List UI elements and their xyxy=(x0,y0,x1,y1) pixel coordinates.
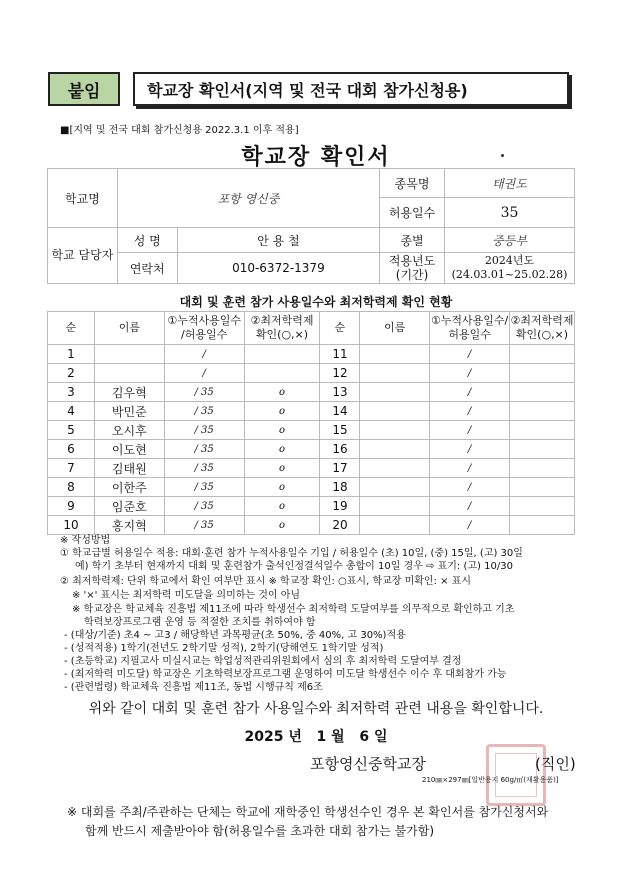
row-days-right: / xyxy=(430,421,510,440)
seal-mark-label: (직인) xyxy=(535,755,576,773)
table-row xyxy=(48,497,575,516)
row-name-right xyxy=(360,497,430,516)
row-name-right xyxy=(360,383,430,402)
row-no: 9 xyxy=(48,497,95,516)
footer-line-2: 함께 반드시 제출받아야 함(허용일수를 초과한 대회 참가는 불가함) xyxy=(85,824,435,838)
division-label: 종별 xyxy=(380,228,445,253)
row-name: 김우혁 xyxy=(94,383,164,402)
row-no-right: 16 xyxy=(320,440,360,459)
row-days-right: / xyxy=(430,402,510,421)
table-row xyxy=(48,459,575,478)
row-days-right: / xyxy=(430,440,510,459)
year-cell xyxy=(444,253,574,284)
allowed-days-value: 35 xyxy=(444,198,574,228)
period-value: (24.03.01~25.02.28) xyxy=(451,268,568,281)
manager-label: 학교 담당자 xyxy=(48,228,118,284)
row-name-right xyxy=(360,478,430,497)
row-grade-right xyxy=(510,440,575,459)
header-no: 순 xyxy=(48,312,95,345)
row-no: 10 xyxy=(48,516,95,535)
table-row xyxy=(48,383,575,402)
header-grade-right: ②최저학력제 확인(○,×) xyxy=(510,312,575,345)
name-label: 성 명 xyxy=(117,228,177,253)
header-no-right: 순 xyxy=(320,312,360,345)
row-no: 8 xyxy=(48,478,95,497)
header-days-right: ①누적사용일수/ 허용일수 xyxy=(430,312,510,345)
row-grade: o xyxy=(244,402,320,421)
row-days: / xyxy=(164,364,244,383)
paper-spec: 210㎜×297㎜[일반용지 60g/㎡(재활용품)] xyxy=(422,776,559,784)
table-row xyxy=(48,440,575,459)
row-no: 4 xyxy=(48,402,95,421)
row-name: 박민준 xyxy=(94,402,164,421)
row-name: 오시후 xyxy=(94,421,164,440)
date-month: 1 xyxy=(316,729,327,745)
row-days-right: / xyxy=(430,478,510,497)
row-days-right: / xyxy=(430,345,510,364)
row-grade-right xyxy=(510,383,575,402)
row-days: / 35 xyxy=(164,440,244,459)
row-days: / 35 xyxy=(164,402,244,421)
row-name: 이도현 xyxy=(94,440,164,459)
table-row xyxy=(48,402,575,421)
row-name-right xyxy=(360,364,430,383)
row-name xyxy=(94,345,164,364)
row-name-right xyxy=(360,421,430,440)
status-table xyxy=(47,311,575,535)
method-line-1: ① 학교급별 허용일수 적용: 대회·훈련 참가 누적사용일수 기입 / 허용일수 (초) 10일, (중) 15일, (고) 30일 xyxy=(60,548,523,559)
method-line-6: - (성적적용) 1학기(전년도 2학기말 성적), 2학기(당해연도 1학기말 성적) xyxy=(64,643,384,654)
table-row xyxy=(48,364,575,383)
method-line-4b: 학력보장프로그램 운영 등 적절한 조치를 취하여야 함 xyxy=(84,617,316,628)
row-grade xyxy=(244,364,320,383)
applicability-note: ■[지역 및 전국 대회 참가신청용 2022.3.1 이후 적용] xyxy=(60,125,299,136)
row-grade-right xyxy=(510,459,575,478)
table-row xyxy=(48,421,575,440)
row-grade xyxy=(244,345,320,364)
row-days-right: / xyxy=(430,383,510,402)
date-month-unit: 월 xyxy=(331,729,345,745)
contact-label: 연락처 xyxy=(117,253,177,284)
confirmation-statement: 위와 같이 대회 및 훈련 참가 사용일수와 최저학력 관련 내용을 확인합니다. xyxy=(88,701,544,717)
row-name: 임준호 xyxy=(94,497,164,516)
header-name: 이름 xyxy=(94,312,164,345)
row-no-right: 15 xyxy=(320,421,360,440)
row-days: / 35 xyxy=(164,516,244,535)
row-no-right: 17 xyxy=(320,459,360,478)
division-value: 중등부 xyxy=(444,228,574,253)
row-no-right: 12 xyxy=(320,364,360,383)
row-name-right xyxy=(360,516,430,535)
year-value: 2024년도 xyxy=(484,254,535,267)
row-name xyxy=(94,364,164,383)
row-no-right: 20 xyxy=(320,516,360,535)
row-name-right xyxy=(360,459,430,478)
method-line-5: - (대상/기준) 초4 ~ 고3 / 해당학년 과목평균(초 50%, 중 40%, 고 30%)적용 xyxy=(64,630,406,641)
event-label: 종목명 xyxy=(380,169,445,198)
method-line-4: ※ 학교장은 학교체육 진흥법 제11조에 따라 학생선수 최저학력 도달여부를 의무적으로 확인하고 기초 xyxy=(72,604,515,615)
table-row xyxy=(48,345,575,364)
row-days: / xyxy=(164,345,244,364)
row-days: / 35 xyxy=(164,497,244,516)
row-no-right: 13 xyxy=(320,383,360,402)
info-table xyxy=(47,168,575,284)
row-name: 이한주 xyxy=(94,478,164,497)
row-no: 2 xyxy=(48,364,95,383)
allowed-days-label: 허용일수 xyxy=(380,198,445,228)
row-grade: o xyxy=(244,497,320,516)
row-no-right: 11 xyxy=(320,345,360,364)
method-line-8: - (최저학력 미도달) 학교장은 기초학력보장프로그램 운영하여 미도달 학생선수 이수 후 대회참가 가능 xyxy=(64,669,507,680)
row-name-right xyxy=(360,440,430,459)
contact-value: 010-6372-1379 xyxy=(177,253,379,284)
table-row xyxy=(48,478,575,497)
document-title: 학교장 확인서 xyxy=(241,145,391,170)
school-principal-sign: 포항영신중학교장 xyxy=(310,755,426,773)
row-grade-right xyxy=(510,421,575,440)
row-days-right: / xyxy=(430,516,510,535)
method-line-1b: 예) 학기 초부터 현재까지 대회 및 훈련참가 출석인정결석일수 총합이 10일 경우 ⇨ 표기: (고) 10/30 xyxy=(75,561,513,572)
header-name-right: 이름 xyxy=(360,312,430,345)
footer-line-1: ※ 대회를 주최/주관하는 단체는 학교에 재학중인 학생선수인 경우 본 확인서를 참가신청서와 xyxy=(67,805,549,819)
row-grade: o xyxy=(244,421,320,440)
row-days-right: / xyxy=(430,364,510,383)
method-line-9: - (관련법령) 학교체육 진흥법 제11조, 동법 시행규칙 제6조 xyxy=(64,682,323,693)
row-grade: o xyxy=(244,383,320,402)
date-year-unit: 년 xyxy=(288,729,302,745)
row-no: 6 xyxy=(48,440,95,459)
row-grade-right xyxy=(510,402,575,421)
header-grade: ②최저학력제 확인(○,×) xyxy=(244,312,320,345)
issue-date xyxy=(0,726,632,746)
school-label: 학교명 xyxy=(48,169,118,228)
row-name-right xyxy=(360,402,430,421)
row-grade: o xyxy=(244,516,320,535)
date-day-unit: 일 xyxy=(373,729,388,745)
school-value: 포항 영신중 xyxy=(117,169,379,228)
method-line-3: ※ '×' 표시는 최저학력 미도달을 의미하는 것이 아님 xyxy=(72,590,301,601)
row-no: 1 xyxy=(48,345,95,364)
method-line-2: ② 최저학력제: 단위 학교에서 확인 여부만 표시 ※ 학교장 확인: ○표시, 학교장 미확인: × 표시 xyxy=(60,576,472,587)
row-name-right xyxy=(360,345,430,364)
date-year: 2025 xyxy=(244,729,284,745)
row-days: / 35 xyxy=(164,383,244,402)
stray-dot xyxy=(501,154,504,157)
row-days-right: / xyxy=(430,459,510,478)
row-days: / 35 xyxy=(164,459,244,478)
row-name: 김태원 xyxy=(94,459,164,478)
method-line-7: - (초등학교) 지필고사 미실시교는 학업성적관리위원회에서 심의 후 최저학력 도달여부 결정 xyxy=(64,656,462,667)
section-title: 대회 및 훈련 참가 사용일수와 최저학력제 확인 현황 xyxy=(179,295,453,309)
row-grade-right xyxy=(510,345,575,364)
row-grade-right xyxy=(510,364,575,383)
footer-notice xyxy=(67,803,548,841)
row-no: 7 xyxy=(48,459,95,478)
row-no-right: 18 xyxy=(320,478,360,497)
row-grade: o xyxy=(244,440,320,459)
row-days: / 35 xyxy=(164,478,244,497)
row-name: 홍지혁 xyxy=(94,516,164,535)
event-value: 태권도 xyxy=(444,169,574,198)
method-title: ※ 작성방법 xyxy=(60,535,111,546)
year-label: 적용년도 (기간) xyxy=(380,253,445,284)
row-no: 5 xyxy=(48,421,95,440)
row-days-right: / xyxy=(430,497,510,516)
attachment-tag: 붙임 xyxy=(48,72,120,106)
header-days: ①누적사용일수 /허용일수 xyxy=(164,312,244,345)
row-grade-right xyxy=(510,478,575,497)
row-grade-right xyxy=(510,497,575,516)
row-grade-right xyxy=(510,516,575,535)
row-days: / 35 xyxy=(164,421,244,440)
date-day: 6 xyxy=(359,729,370,745)
row-grade: o xyxy=(244,478,320,497)
row-no: 3 xyxy=(48,383,95,402)
row-grade: o xyxy=(244,459,320,478)
name-value: 안 용 철 xyxy=(177,228,379,253)
table-row xyxy=(48,516,575,535)
row-no-right: 14 xyxy=(320,402,360,421)
form-title-box: 학교장 확인서(지역 및 전국 대회 참가신청용) xyxy=(133,72,569,106)
row-no-right: 19 xyxy=(320,497,360,516)
